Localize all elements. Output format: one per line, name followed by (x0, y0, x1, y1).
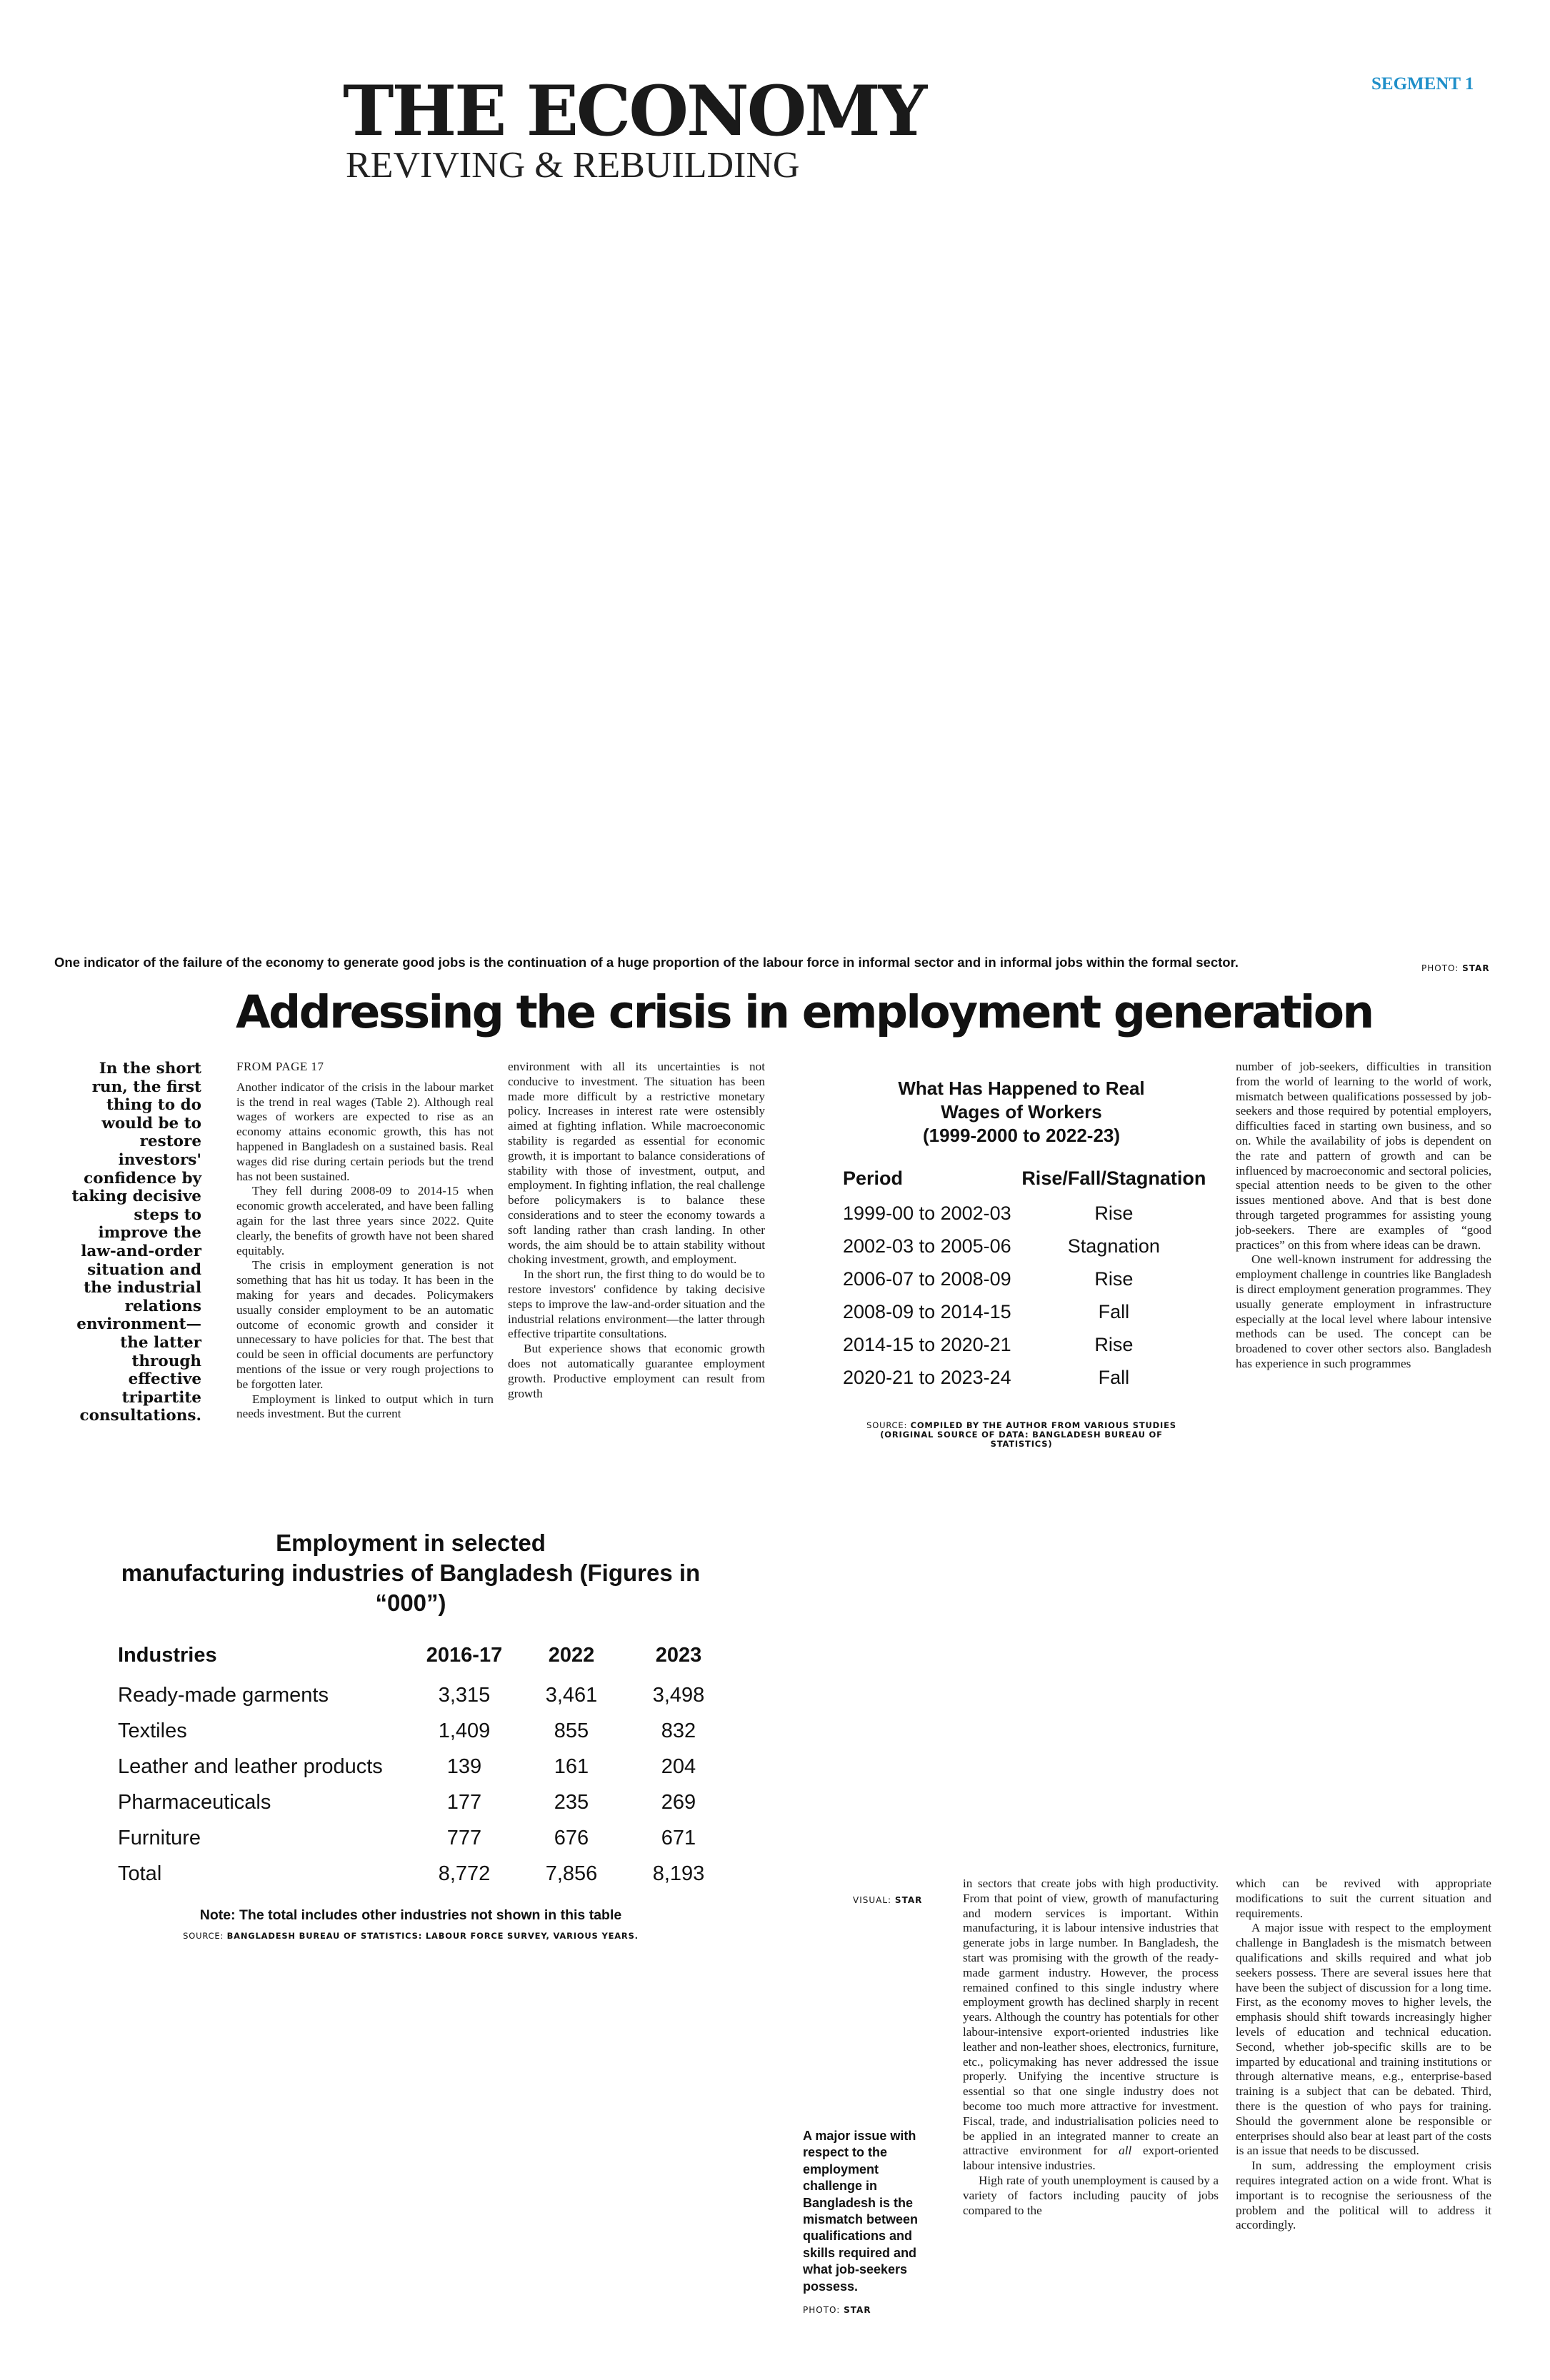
source-label: SOURCE: (866, 1420, 908, 1430)
industry-cell: Total (118, 1862, 162, 1885)
article-column-1 (236, 1060, 494, 1422)
column-header: Period (843, 1168, 904, 1189)
credit-name: STAR (844, 2305, 871, 2315)
trend-cell: Fall (1098, 1301, 1130, 1322)
title-line: Wages of Workers (941, 1101, 1102, 1123)
table-row (836, 1197, 1207, 1230)
credit-label: PHOTO: (1421, 963, 1459, 973)
trend-cell: Rise (1094, 1202, 1134, 1224)
source-text: (ORIGINAL SOURCE OF DATA: BANGLADESH BUREAU OF (880, 1430, 1163, 1440)
value-cell: 777 (446, 1827, 482, 1849)
bottom-photo-caption: A major issue with respect to the employment challenge in Bangladesh is the mismatch between qualifications and skills required and what job-seekers possess. (803, 2129, 919, 2294)
period-cell: 2002-03 to 2005-06 (843, 1235, 1011, 1257)
top-photo-credit (1421, 963, 1490, 973)
table-row (118, 1677, 732, 1713)
source-text: STATISTICS) (990, 1439, 1053, 1449)
text-run: in sectors that create jobs with high productivity. From that point of view, growth of manufacturing and modern services is important. Within manufacturing, it is labour intensive industries that generate jobs in large number. In Bangladesh, the start was promising with the growth of the ready-made garment industry. However, the process remained confined to this single industry where employment growth has declined sharply in recent years. Although the country has potentials for other labour-intensive export-oriented industries like leather and non-leather shoes, electronics, furniture, etc., policymaking has never addressed the issue properly. Unifying the incentive structure is essential so that one single industry does not become too much more attractive for investment. Fiscal, trade, and industrialisation policies need to be applied in an integrated manner to create an attractive environment for (963, 1877, 1219, 2158)
value-cell: 269 (661, 1791, 696, 1814)
source-label: SOURCE: (183, 1931, 224, 1941)
article-column-5 (1236, 1877, 1491, 2233)
text-run: export-oriented labour intensive industries. (963, 2144, 1219, 2173)
period-cell: 2008-09 to 2014-15 (843, 1301, 1011, 1322)
paragraph: Another indicator of the crisis in the labour market is the trend in real wages (Table 2). Although real wages of workers are expected to rise as an economy attains economic growth, this has not happened in Bangladesh on a sustained basis. Real wages did rise during certain periods but the trend has not been sustained. (236, 1080, 494, 1183)
segment-label: SEGMENT 1 (1371, 74, 1474, 94)
table-row (118, 1820, 732, 1856)
column-header: 2022 (548, 1644, 595, 1667)
value-cell: 7,856 (545, 1862, 598, 1885)
column-header: Industries (118, 1644, 217, 1667)
table-row (118, 1749, 732, 1784)
employment-table-note: Note: The total includes other industries not shown in this table (199, 1907, 622, 1923)
wages-table-source (836, 1421, 1207, 1449)
paragraph: One well-known instrument for addressing the employment challenge in countries like Bangladesh is direct employment generation programmes. They usually generate employment in infrastructure especially at the local level where labour intensive methods can be used. The concept can be broadened to cover other sectors also. Bangladesh has experience in such programmes (1236, 1252, 1491, 1370)
period-cell: 2014-15 to 2020-21 (843, 1334, 1011, 1355)
from-page-label: FROM PAGE 17 (236, 1060, 324, 1073)
value-cell: 177 (446, 1791, 482, 1814)
paragraph: environment with all its uncertainties is not conducive to investment. The situation has been made more difficult by a restrictive monetary policy. Increases in interest rate were ostensibly aimed at fighting inflation. While macroeconomic stability is regarded as essential for economic growth, it is important to balance considerations of stability with those of investment, output, and employment. In fighting inflation, the real challenge before policymakers is to balance these considerations and to steer the economy towards a soft landing rather than crash landing. In other words, the aim should be to attain stability without choking investment, growth, and employment. (508, 1060, 765, 1267)
employment-table-title (86, 1528, 736, 1618)
value-cell: 3,315 (438, 1684, 491, 1707)
title-line: Employment in selected (276, 1530, 546, 1556)
paragraph (963, 1877, 1219, 2174)
period-cell: 2020-21 to 2023-24 (843, 1367, 1011, 1388)
pull-quote: In the short run, the first thing to do would be to restore investors' confidence by taking decisive steps to improve the law-and-order situation and the industrial relations environment—the latter through effective tripartite consultations. (71, 1060, 201, 1425)
article-column-2 (508, 1060, 765, 1401)
article-column-4 (963, 1877, 1219, 2218)
value-cell: 8,772 (438, 1862, 491, 1885)
credit-name: STAR (1462, 963, 1490, 973)
bottom-photo-credit (803, 2305, 871, 2315)
table-row (118, 1713, 732, 1749)
paragraph: number of job-seekers, difficulties in transition from the world of learning to the world of work, mismatch between qualifications possessed by job-seekers and those required by potential employers, difficulties faced in starting own business, and so on. While the availability of jobs is dependent on the rate and pattern of growth and can be influenced by macroeconomic and sectoral policies, special attention needs to be given to the other issues mentioned above. And that is best done through targeted programmes for assisting young job-seekers. There are examples of “good practices” on this from where ideas can be drawn. (1236, 1060, 1491, 1252)
source-text: BANGLADESH BUREAU OF STATISTICS: LABOUR FORCE SURVEY, VARIOUS YEARS. (226, 1931, 639, 1941)
table-row (118, 1784, 732, 1820)
value-cell: 161 (554, 1755, 589, 1778)
title-line: What Has Happened to Real (898, 1078, 1145, 1099)
paragraph: The crisis in employment generation is not something that has hit us today. It has been in the making for years and decades. Policymakers usually consider employment to be an automatic outcome of economic growth and consider it unnecessary to have policies for that. The best that could be seen in official documents are perfunctory mentions of the issue or very rough projections to be forgotten later. (236, 1258, 494, 1391)
employment-table (118, 1644, 732, 1892)
value-cell: 235 (554, 1791, 589, 1814)
credit-name: STAR (894, 1895, 923, 1905)
paragraph: A major issue with respect to the employment challenge in Bangladesh is the mismatch between qualifications and skills required and what job seekers possess. There are several issues here that have been the subject of discussion for a long time. First, as the economy moves to higher levels, the emphasis should shift towards increasingly higher levels of education and technical education. Second, whether job-specific skills are to be imparted by educational and training institutions or through alternative means, e.g., enterprise-based training is a subject that can be debated. Third, there is the question of who pays for training. Should the government alone be responsible or enterprises should also bear at least part of the costs is an issue that needs to be discussed. (1236, 1921, 1491, 2158)
paragraph: In the short run, the first thing to do would be to restore investors' confidence by taking decisive steps to improve the law-and-order situation and the industrial relations environment—the latter through effective tripartite consultations. (508, 1267, 765, 1341)
paragraph: High rate of youth unemployment is caused by a variety of factors including paucity of jobs compared to the (963, 2173, 1219, 2217)
period-cell: 2006-07 to 2008-09 (843, 1268, 1011, 1290)
industry-cell: Textiles (118, 1719, 187, 1742)
wages-table (836, 1165, 1207, 1394)
article-column-3 (1236, 1060, 1491, 1372)
wages-table-title (836, 1077, 1207, 1148)
value-cell: 832 (661, 1719, 696, 1742)
industry-cell: Leather and leather products (118, 1755, 383, 1778)
paragraph: In sum, addressing the employment crisis requires integrated action on a wide front. What is important is to recognise the seriousness of the problem and the political will to address it accordingly. (1236, 2159, 1491, 2232)
value-cell: 8,193 (652, 1862, 705, 1885)
paragraph: which can be revived with appropriate modifications to suit the current situation and requirements. (1236, 1877, 1491, 1920)
value-cell: 676 (554, 1827, 589, 1849)
value-cell: 671 (661, 1827, 696, 1849)
emphasis: all (1119, 2144, 1132, 2158)
table-header-row (118, 1644, 732, 1677)
industry-cell: Furniture (118, 1827, 201, 1849)
paragraph: They fell during 2008-09 to 2014-15 when economic growth accelerated, and have been falling again for the last three years since 2022. Quite clearly, the benefits of growth have not been shared equitably. (236, 1184, 494, 1257)
title-line: (1999-2000 to 2022-23) (922, 1125, 1121, 1146)
value-cell: 3,461 (545, 1684, 598, 1707)
table-row (836, 1230, 1207, 1262)
table-header-row (836, 1165, 1207, 1197)
top-photo (0, 207, 1550, 943)
credit-label: VISUAL: (853, 1895, 892, 1905)
value-cell: 139 (446, 1755, 482, 1778)
table-row (836, 1262, 1207, 1295)
value-cell: 1,409 (438, 1719, 491, 1742)
table-row (836, 1295, 1207, 1328)
trend-cell: Fall (1098, 1367, 1130, 1388)
table-row (836, 1361, 1207, 1394)
wages-table-graphic (836, 1077, 1207, 1449)
table-row (118, 1856, 732, 1892)
table-row (836, 1328, 1207, 1361)
trend-cell: Stagnation (1067, 1235, 1160, 1257)
employment-table-source (86, 1931, 736, 1941)
column-header: 2016-17 (426, 1644, 503, 1667)
industry-cell: Ready-made garments (118, 1684, 329, 1707)
value-cell: 3,498 (652, 1684, 705, 1707)
trend-cell: Rise (1094, 1334, 1134, 1355)
value-cell: 204 (661, 1755, 696, 1778)
source-text: COMPILED BY THE AUTHOR FROM VARIOUS STUDIES (910, 1420, 1176, 1430)
column-header: Rise/Fall/Stagnation (1021, 1168, 1206, 1189)
employment-table-graphic (86, 1528, 736, 1941)
paragraph: Employment is linked to output which in turn needs investment. But the current (236, 1392, 494, 1421)
section-subtitle: REVIVING & REBUILDING (346, 145, 800, 186)
article-headline: Addressing the crisis in employment generation (236, 986, 1373, 1038)
credit-label: PHOTO: (803, 2305, 841, 2315)
visual-credit (853, 1895, 922, 1905)
trend-cell: Rise (1094, 1268, 1134, 1290)
top-photo-caption: One indicator of the failure of the economy to generate good jobs is the continuation of a huge proportion of the labour force in informal sector and in informal jobs within the formal sector. (54, 955, 1239, 970)
title-line: manufacturing industries of Bangladesh (Figures in “000”) (121, 1560, 701, 1616)
industry-cell: Pharmaceuticals (118, 1791, 271, 1814)
period-cell: 1999-00 to 2002-03 (843, 1202, 1011, 1224)
section-title: THE ECONOMY (343, 71, 926, 151)
paragraph: But experience shows that economic growth does not automatically guarantee employment growth. Productive employment can result from growth (508, 1342, 765, 1400)
column-header: 2023 (655, 1644, 702, 1667)
value-cell: 855 (554, 1719, 589, 1742)
